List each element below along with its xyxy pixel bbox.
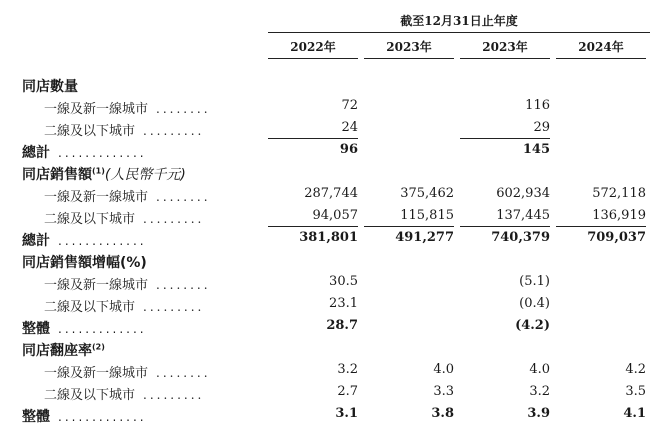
cell: 94,057: [312, 208, 358, 223]
table-row: [0, 360, 660, 382]
col-header-2023a: 2023年: [364, 38, 454, 59]
leader-dots: ........: [156, 366, 211, 380]
section-turnover-title: [0, 338, 660, 360]
section-title: 同店數量: [22, 79, 78, 95]
row-label: 二線及以下城市: [44, 388, 136, 403]
leader-dots: .............: [58, 322, 147, 336]
leader-dots: .........: [143, 212, 205, 226]
col-header-2023b: 2023年: [460, 38, 550, 59]
cell: 136,919: [592, 208, 646, 223]
cell: 709,037: [587, 230, 646, 245]
cell: 3.3: [433, 384, 454, 399]
col-header-2022: 2022年: [268, 38, 358, 59]
row-label: 總計: [22, 233, 50, 249]
cell: 381,801: [299, 230, 358, 245]
cell: 145: [522, 142, 550, 157]
leader-dots: .........: [143, 388, 205, 402]
footnote-marker: (2): [92, 342, 105, 352]
unit-label: (人民幣千元): [104, 167, 186, 183]
leader-dots: ........: [156, 278, 211, 292]
divider: [268, 138, 358, 139]
row-label: 一線及新一線城市: [44, 366, 149, 381]
cell: 3.5: [625, 384, 646, 399]
row-label: 二線及以下城市: [44, 212, 136, 227]
cell: 30.5: [329, 274, 358, 289]
cell: 3.9: [527, 406, 550, 421]
cell: (4.2): [515, 318, 550, 333]
cell: 602,934: [496, 186, 550, 201]
cell: 29: [533, 120, 550, 135]
cell: 4.2: [625, 362, 646, 377]
cell: 4.0: [529, 362, 550, 377]
leader-dots: .........: [143, 124, 205, 138]
row-label: 二線及以下城市: [44, 300, 136, 315]
section-title: 同店翻座率: [22, 343, 92, 359]
table-row: [0, 184, 660, 206]
cell: 116: [525, 98, 550, 113]
period-header: 截至12月31日止年度: [268, 12, 650, 33]
leader-dots: ........: [156, 102, 211, 116]
cell: 287,744: [304, 186, 358, 201]
cell: 740,379: [491, 230, 550, 245]
cell: 3.8: [431, 406, 454, 421]
table-row-total: [0, 228, 660, 250]
leader-dots: .............: [58, 234, 147, 248]
cell: 4.0: [433, 362, 454, 377]
cell: 375,462: [400, 186, 454, 201]
row-label: 整體: [22, 409, 50, 425]
table-row: [0, 206, 660, 228]
table-row-total: [0, 316, 660, 338]
divider: [268, 226, 358, 227]
row-label: 一線及新一線城市: [44, 102, 149, 117]
table-row: [0, 294, 660, 316]
cell: 491,277: [395, 230, 454, 245]
row-label: 一線及新一線城市: [44, 190, 149, 205]
row-label: 總計: [22, 145, 50, 161]
table-row: [0, 272, 660, 294]
cell: 28.7: [326, 318, 358, 333]
col-header-2024: 2024年: [556, 38, 646, 59]
row-label: 一線及新一線城市: [44, 278, 149, 293]
cell: 72: [341, 98, 358, 113]
table-row: [0, 96, 660, 118]
table-row: [0, 382, 660, 404]
section-title: 同店銷售額: [22, 167, 92, 183]
leader-dots: .............: [58, 410, 147, 424]
section-title: 同店銷售額增幅(%): [22, 255, 147, 271]
cell: 115,815: [400, 208, 454, 223]
divider: [460, 138, 550, 139]
cell: 3.2: [529, 384, 550, 399]
cell: 572,118: [592, 186, 646, 201]
cell: 96: [339, 142, 358, 157]
cell: 2.7: [337, 384, 358, 399]
cell: 137,445: [496, 208, 550, 223]
section-store-count-title: [0, 74, 660, 96]
cell: 3.2: [337, 362, 358, 377]
leader-dots: ........: [156, 190, 211, 204]
table-row-total: [0, 404, 660, 426]
leader-dots: .........: [143, 300, 205, 314]
divider: [364, 226, 454, 227]
table-row-total: [0, 140, 660, 162]
divider: [556, 226, 646, 227]
cell: 4.1: [623, 406, 646, 421]
table-row: [0, 118, 660, 140]
leader-dots: .............: [58, 146, 147, 160]
section-growth-title: [0, 250, 660, 272]
cell: (5.1): [519, 274, 550, 289]
divider: [460, 226, 550, 227]
cell: 23.1: [329, 296, 358, 311]
row-label: 整體: [22, 321, 50, 337]
section-sales-title: [0, 162, 660, 184]
row-label: 二線及以下城市: [44, 124, 136, 139]
cell: (0.4): [519, 296, 550, 311]
cell: 3.1: [335, 406, 358, 421]
cell: 24: [341, 120, 358, 135]
footnote-marker: (1): [92, 166, 105, 176]
